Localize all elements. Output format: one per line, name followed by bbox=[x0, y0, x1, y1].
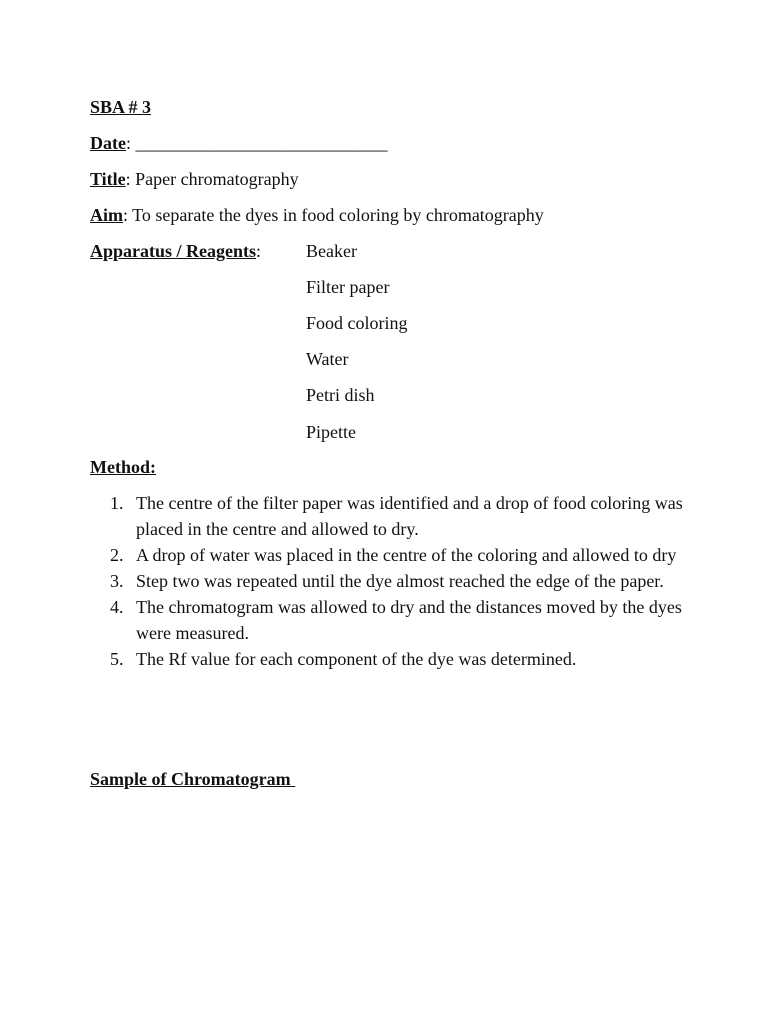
aim-label: Aim bbox=[90, 205, 123, 225]
apparatus-label: Apparatus / Reagents bbox=[90, 241, 257, 261]
apparatus-line bbox=[90, 240, 261, 262]
sample-heading: Sample of Chromatogram bbox=[90, 769, 296, 789]
method-step-text: The centre of the filter paper was identified and a drop of food coloring was placed in the centre and allowed to dry. bbox=[136, 493, 683, 539]
method-step-text: The Rf value for each component of the dye was determined. bbox=[136, 649, 577, 669]
method-step-number: 2. bbox=[110, 545, 124, 565]
sba-heading: SBA # 3 bbox=[90, 97, 152, 117]
title-line bbox=[90, 168, 299, 190]
method-step-number: 4. bbox=[110, 597, 124, 617]
method-step-text: A drop of water was placed in the centre of the coloring and allowed to dry bbox=[136, 545, 677, 565]
date-label: Date bbox=[90, 133, 126, 153]
apparatus-item: Filter paper bbox=[306, 277, 390, 297]
date-blank: ____________________________ bbox=[135, 133, 388, 153]
method-step-number: 3. bbox=[110, 571, 124, 591]
method-step bbox=[90, 646, 690, 672]
aim-value: : To separate the dyes in food coloring by chromatography bbox=[123, 205, 544, 225]
aim-line bbox=[90, 204, 544, 226]
apparatus-item: Water bbox=[306, 349, 349, 369]
method-heading: Method: bbox=[90, 457, 156, 477]
method-step bbox=[90, 568, 690, 594]
apparatus-separator: : bbox=[256, 241, 262, 261]
title-value: : Paper chromatography bbox=[125, 169, 299, 189]
title-label: Title bbox=[90, 169, 126, 189]
apparatus-item: Beaker bbox=[306, 241, 357, 261]
method-step-text: Step two was repeated until the dye almost reached the edge of the paper. bbox=[136, 571, 664, 591]
apparatus-item: Pipette bbox=[306, 422, 356, 442]
method-step-text: The chromatogram was allowed to dry and the distances moved by the dyes were measured. bbox=[136, 597, 682, 643]
method-step-number: 1. bbox=[110, 493, 124, 513]
method-step bbox=[90, 542, 690, 568]
date-separator: : bbox=[125, 133, 131, 153]
method-steps-list bbox=[90, 490, 690, 672]
date-line bbox=[90, 132, 388, 154]
apparatus-item: Petri dish bbox=[306, 385, 375, 405]
method-step-number: 5. bbox=[110, 649, 124, 669]
method-step bbox=[90, 490, 690, 542]
apparatus-item: Food coloring bbox=[306, 313, 408, 333]
method-step bbox=[90, 594, 690, 646]
